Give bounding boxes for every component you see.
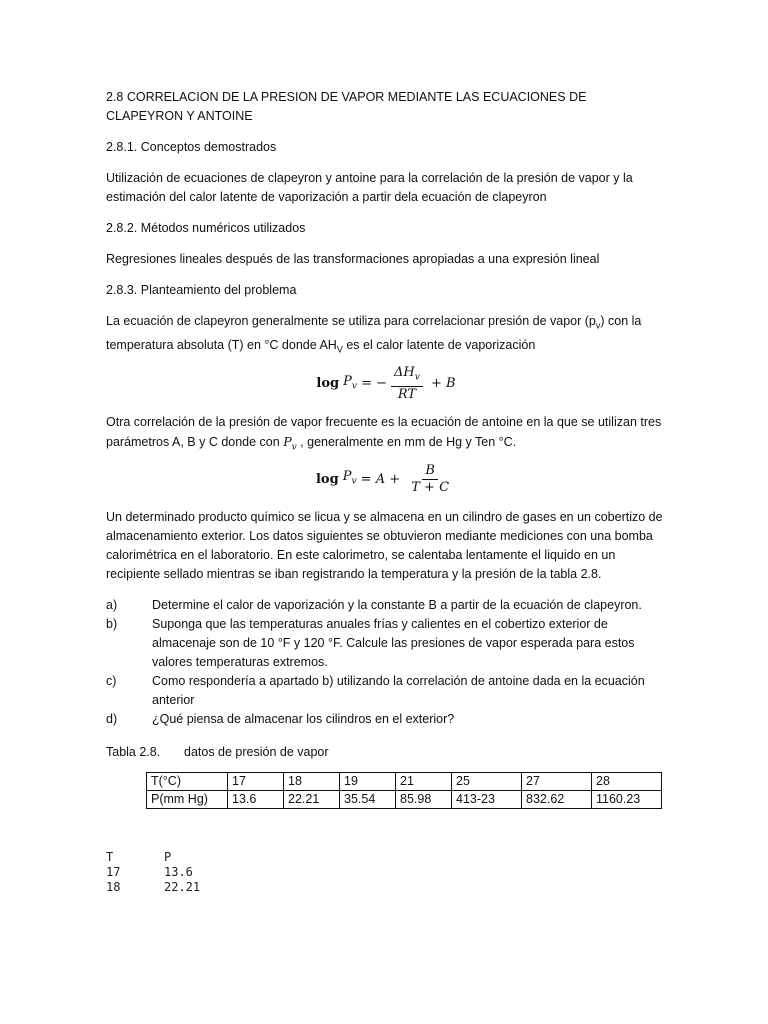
eq1-lhs: $P_v$ xyxy=(343,373,357,392)
data-listing xyxy=(106,850,200,895)
table-cell: 25 xyxy=(452,773,522,791)
eq2-fraction xyxy=(408,463,452,496)
table-row-temperature xyxy=(147,773,662,791)
table-cell: 413-23 xyxy=(452,791,522,809)
listing-row: 17 13.6 xyxy=(106,865,193,879)
eq1-equals: = − xyxy=(356,376,388,392)
eq1-fraction xyxy=(391,365,423,403)
antoine-text-a: Otra correlación de la presión de vapor frecuente es la ecuación de antoine en la que se utilizan tres parámetros A, B y C donde con xyxy=(106,414,662,449)
vapor-pressure-table xyxy=(146,772,662,809)
table-cell: 1160.23 xyxy=(592,791,662,809)
table-cell: 22.21 xyxy=(284,791,340,809)
listing-header: T P xyxy=(106,850,172,864)
table-caption-text: datos de presión de vapor xyxy=(184,745,329,760)
table-row-pressure xyxy=(147,791,662,809)
eq2-numerator: B xyxy=(422,463,438,480)
section-title: 2.8 CORRELACION DE LA PRESION DE VAPOR MEDIANTE LAS ECUACIONES DE CLAPEYRON Y ANTOINE xyxy=(106,90,587,123)
clapeyron-sub-v: v xyxy=(595,320,601,331)
table-cell: 27 xyxy=(522,773,592,791)
document-page xyxy=(106,88,666,809)
eq1-log: log xyxy=(316,376,340,392)
eq1-numerator: $\Delta H_v$ xyxy=(391,365,423,387)
problem-paragraph: Un determinado producto químico se licua y se almacena en un cilindro de gases en un cobertizo de almacenamiento exterior. Los datos siguientes se obtuvieron mediante mediciones con una bomba calorimétrica en el laboratorio. En este calorimetro, se calentaba lentamente el liquido en un recipiente sellado mientras se iban registrando la temperatura y la presión de la tabla 2.8. xyxy=(106,510,663,582)
table-cell: 85.98 xyxy=(396,791,452,809)
antoine-paragraph xyxy=(106,413,666,458)
eq1-tail: + B xyxy=(426,376,456,392)
table-cell: 19 xyxy=(340,773,396,791)
s3-heading: 2.8.3. Planteamiento del problema xyxy=(106,283,297,297)
s2-heading: 2.8.2. Métodos numéricos utilizados xyxy=(106,221,306,235)
eq2-lhs: $P_v$ xyxy=(342,469,357,487)
inline-pv: $P_v$ xyxy=(283,433,297,453)
s1-text: Utilización de ecuaciones de clapeyron y antoine para la correlación de la presión de vapor y la estimación del calor latente de vaporización a partir dela ecuación de clapeyron xyxy=(106,171,633,204)
clapeyron-sub-V: V xyxy=(336,344,343,354)
eq1-denominator: RT xyxy=(397,386,417,402)
table-cell: 28 xyxy=(592,773,662,791)
s2-text: Regresiones lineales después de las transformaciones apropiadas a una expresión lineal xyxy=(106,252,600,266)
clapeyron-equation xyxy=(106,365,666,403)
eq2-denominator: T + C xyxy=(411,480,450,496)
eq2-log: log xyxy=(315,472,339,488)
table-cell: 832.62 xyxy=(522,791,592,809)
question-item: b) Suponga que las temperaturas anuales frías y calientes en el cobertizo exterior de almacenaje son de 10 °F y 120 °F. Calcule las presiones de vapor esperada para estos valores temperaturas extremos. xyxy=(106,617,635,670)
table-cell: 17 xyxy=(228,773,284,791)
antoine-text-b: , generalmente en mm de Hg y Ten °C. xyxy=(296,434,517,449)
antoine-equation xyxy=(106,463,666,496)
question-item: d) ¿Qué piensa de almacenar los cilindros en el exterior? xyxy=(106,712,455,727)
table-cell: T(°C) xyxy=(147,773,228,791)
table-cell: 13.6 xyxy=(228,791,284,809)
s1-heading: 2.8.1. Conceptos demostrados xyxy=(106,140,277,154)
clapeyron-text-c: es el calor latente de vaporización xyxy=(342,337,536,352)
clapeyron-paragraph xyxy=(106,312,666,359)
question-item: c) Como respondería a apartado b) utilizando la correlación de antoine dada en la ecuación anterior xyxy=(106,674,645,708)
clapeyron-text-a: La ecuación de clapeyron generalmente se utiliza para correlacionar presión de vapor (p xyxy=(106,314,596,328)
table-caption-number: Tabla 2.8. xyxy=(106,745,161,760)
table-cell: 35.54 xyxy=(340,791,396,809)
table-cell: P(mm Hg) xyxy=(147,791,228,809)
listing-row: 18 22.21 xyxy=(106,880,201,894)
table-cell: 21 xyxy=(396,773,452,791)
question-list xyxy=(106,596,666,729)
table-caption xyxy=(106,743,666,762)
clapeyron-text-b: ) con la temperatura absoluta (T) en °C donde AH xyxy=(106,314,642,352)
question-item: a) Determine el calor de vaporización y la constante B a partir de la ecuación de clapeyron. xyxy=(106,598,642,613)
eq2-equals: = A + xyxy=(356,472,405,488)
table-cell: 18 xyxy=(284,773,340,791)
